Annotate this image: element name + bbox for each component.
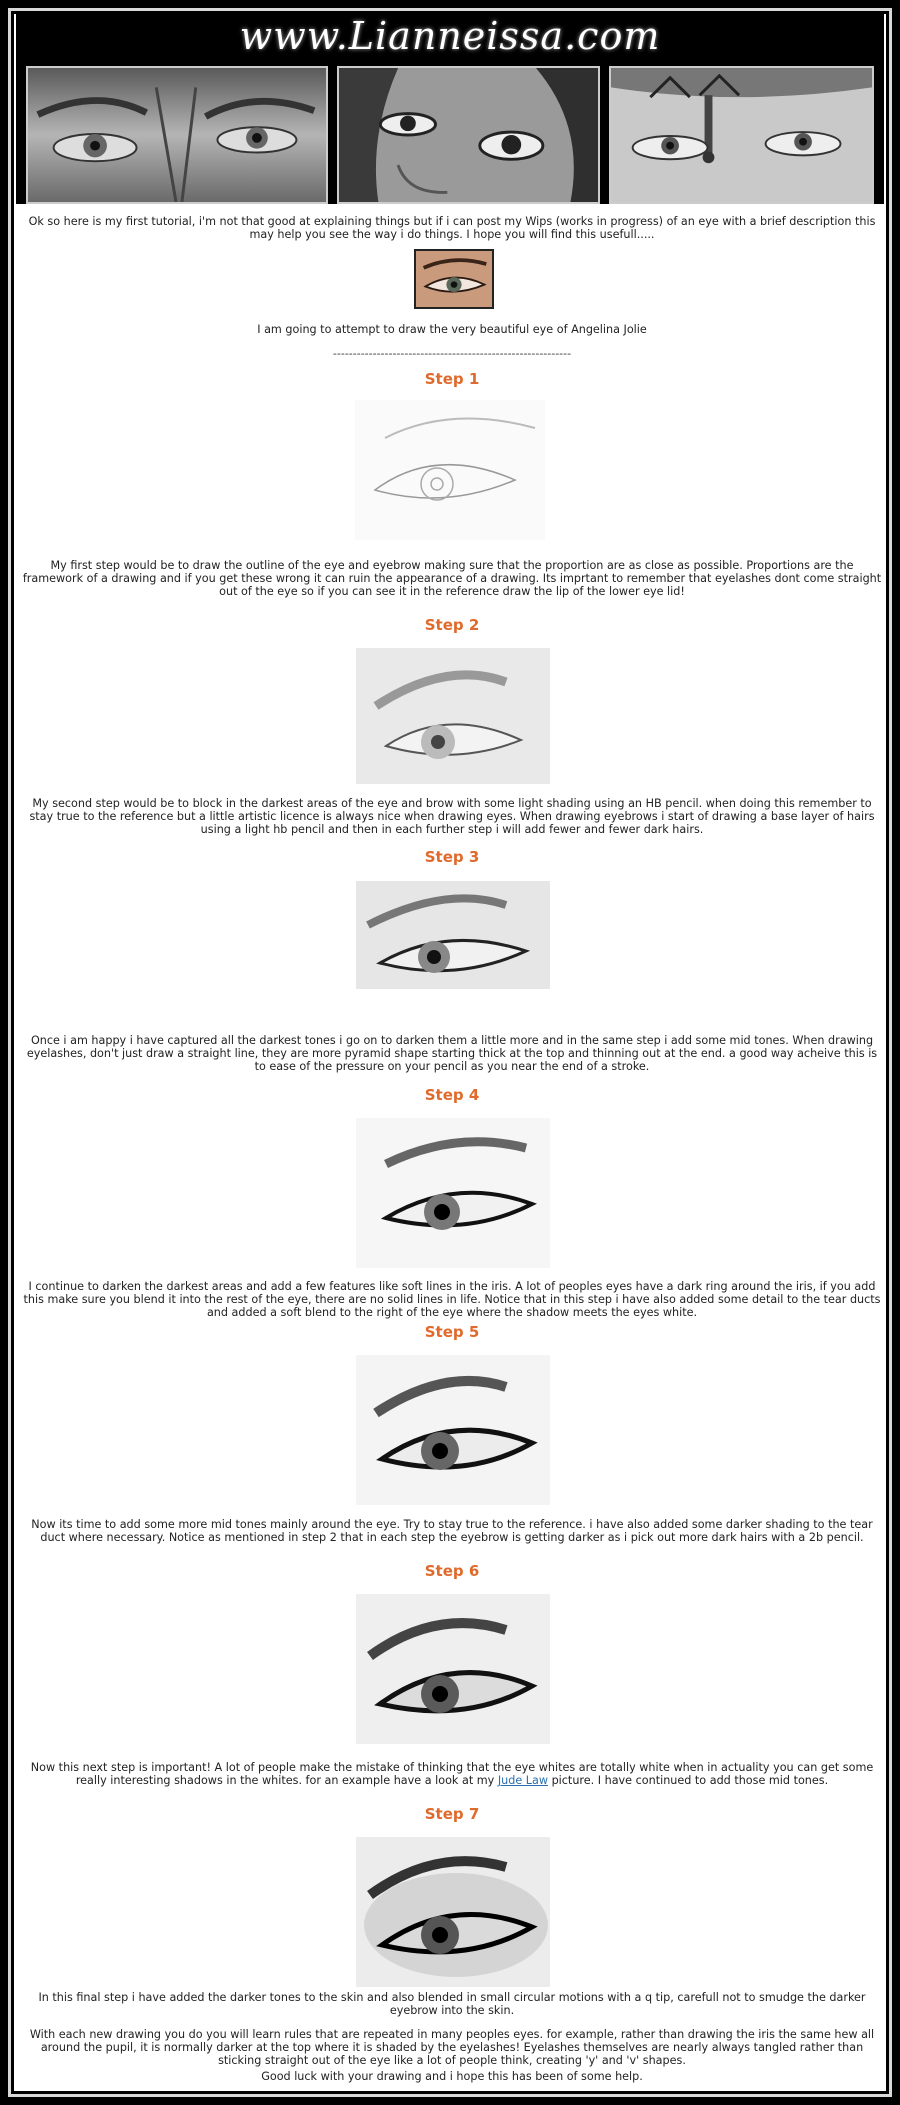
step-6-drawing [356,1594,550,1744]
step-5-drawing [356,1355,550,1505]
step-4-drawing [356,1118,550,1268]
step-7-drawing [356,1837,550,1987]
banner-image-male-eyes [26,66,328,204]
step-3-text: Once i am happy i have captured all the darkest tones i go on to darken them a little more and in the same step i add some mid tones. When drawing eyelashes, don't just draw a straight line, they are more pyramid shape starting thick at the top and thinning out at the end. a good way acheive this is to ease of the pressure on your pencil as you near the end of a stroke. [26,1034,878,1073]
step-6-text [22,1761,882,1787]
banner-image-jeweled-eyes [609,66,874,204]
step-2-drawing [356,648,550,784]
separator-line: ------------------------------------------------------------ [332,347,572,360]
step-4-heading: Step 4 [424,1086,480,1104]
step-3-heading: Step 3 [424,848,480,866]
step-1-drawing [355,400,545,540]
closing-tip: With each new drawing you do you will learn rules that are repeated in many peoples eyes. for example, rather than drawing the iris the same hew all around the pupil, it is normally darker at the top where it is shaded by the eyelashes! Eyelashes themselves are nearly always tangled rather than sticking straight out of the eye like a lot of people think, creating 'y' and 'v' shapes. [29,2028,875,2067]
step-5-heading: Step 5 [424,1323,480,1341]
step-1-text: My first step would be to draw the outline of the eye and eyebrow making sure that the proportion are as close as possible. Proportions are the framework of a drawing and if you get these wrong it can ruin the appearance of a drawing. Its imprtant to remember that eyelashes dont come straight out of the eye so if you can see it in the reference draw the lip of the lower eye lid! [22,559,882,598]
step-6-text-before: Now this next step is important! A lot of people make the mistake of thinking that the eye whites are totally white when in actuality you can get some really interesting shadows in the whites. for an example have a look at my [30,1761,874,1787]
step-6-heading: Step 6 [424,1562,480,1580]
reference-caption: I am going to attempt to draw the very beautiful eye of Angelina Jolie [257,323,647,336]
intro-text: Ok so here is my first tutorial, i'm not that good at explaining things but if i can post my Wips (works in progress) of an eye with a brief description this may help you see the way i do things. I hope you will find this usefull..... [28,215,876,241]
step-1-heading: Step 1 [424,370,480,388]
site-title: www.Lianneissa.com [239,14,661,58]
step-7-heading: Step 7 [424,1805,480,1823]
jude-law-link[interactable]: Jude Law [497,1774,549,1787]
step-2-text: My second step would be to block in the darkest areas of the eye and brow with some light shading using an HB pencil. when doing this remember to stay true to the reference but a little artistic licence is always nice when drawing eyes. When drawing eyebrows i start of drawing a base layer of hairs using a light hb pencil and then in each further step i will add fewer and fewer dark hairs. [29,797,875,836]
step-4-text: I continue to darken the darkest areas and add a few features like soft lines in the iris. A lot of peoples eyes have a dark ring around the iris, if you add this make sure you blend it into the rest of the eye, there are no solid lines in life. Notice that in this step i have also added some detail to the tear ducts and added a soft blend to the right of the eye where the shadow meets the eyes white. [23,1280,881,1319]
step-2-heading: Step 2 [424,616,480,634]
reference-photo-eye [414,249,494,309]
step-3-drawing [356,881,550,989]
step-5-text: Now its time to add some more mid tones mainly around the eye. Try to stay true to the reference. i have also added some darker shading to the tear duct where necessary. Notice as mentioned in step 2 that in each step the eyebrow is getting darker as i pick out more dark hairs with a 2b pencil. [31,1518,873,1544]
header-banner [16,12,884,204]
closing-signoff: Good luck with your drawing and i hope this has been of some help. [261,2070,643,2083]
step-7-text: In this final step i have added the darker tones to the skin and also blended in small circular motions with a q tip, carefull not to smudge the darker eyebrow into the skin. [38,1991,866,2017]
step-6-text-after: picture. I have continued to add those mid tones. [548,1774,829,1787]
banner-image-female-face [337,66,600,204]
